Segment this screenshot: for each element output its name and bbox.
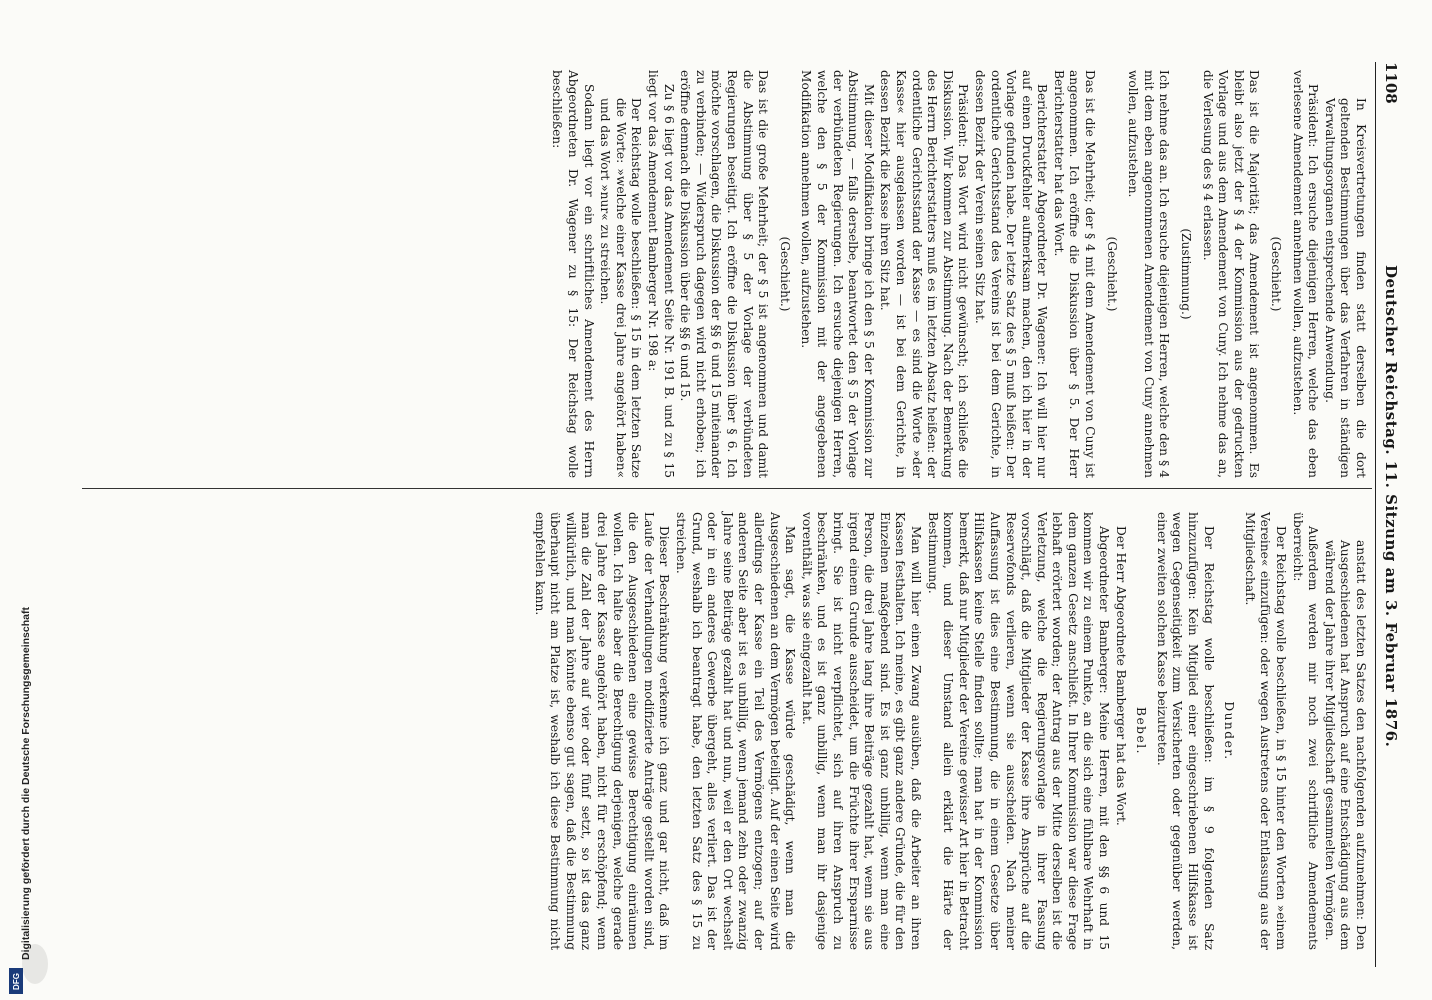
dfg-logo-label: DFG: [11, 972, 21, 990]
left-column-paragraph: (Geschieht.): [1269, 236, 1284, 312]
dfg-logo: [9, 968, 23, 994]
left-column-paragraph: Der Reichstag wolle beschließen: § 15 in dem letzten Satze die Worte: »welche einer Kasse drei Jahre angehört haben« und das Wort »nur« zu streichen.: [598, 98, 644, 478]
left-column-paragraph: Präsident: Das Wort wird nicht gewünscht; ich schließe die Diskussion. Wir kommen zur Abstimmung. Nach der Bemerkung des Herrn Berichterstatters muß es im letzten Absatz heißen: der ordentliche Gerichtsstand der Kasse — es sind die Worte »der Kasse« hier ausgelassen worden — ist bei dem Gerichte, in dessen Bezirk die Kasse ihren Sitz hat.: [878, 70, 971, 478]
right-column-paragraph: Dieser Beschränkung verkenne ich ganz und gar nicht, daß im Laufe der Verhandlungen modifizierte Anträge gestellt worden sind, die den Ausgeschiedenen eine gewisse Berechtigung einräumen wollen. Ich halte aber die Berechtigung derjenigen, welche gerade drei Jahre der Kasse angehört haben, nicht für erschöpfend; wenn man die Zahl der Jahre auf vier oder fünf setzt, so ist das ganz willkürlich, und man könnte ebenso gut sagen, daß die Bestimmung überhaupt nicht am Platze ist, weshalb ich diese Bestimmung nicht empfehlen kann.: [532, 512, 672, 950]
right-column-paragraph: Der Reichstag wolle beschließen, in § 15 hinter den Worten »einem Vereine« einzufügen: oder wegen Austretens oder Entlassung aus der Mitgliedschaft.: [1242, 512, 1289, 950]
left-column-paragraph: Sodann liegt vor ein schriftliches Amendement des Herrn Abgeordneten Dr. Wagener zu § 15: Der Reichstag wolle beschließen:: [550, 70, 596, 478]
header-rule: [1375, 62, 1376, 967]
left-column-paragraph: Ich nehme das an. Ich ersuche diejenigen Herren, welche den § 4 mit dem eben angenommenen Amendement von Cuny annehmen wollen, aufzustehen.: [1126, 70, 1172, 478]
page-number: 1108: [1382, 62, 1400, 104]
scan-smudge: [22, 944, 48, 984]
right-column-paragraph: Man will hier einen Zwang ausüben, daß die Arbeiter an ihren Kassen festhalten. Ich meine, es gibt ganz andere Gründe, die für den Einzelnen maßgebend sind. Es ist ganz unbillig, wenn man eine Person, die drei Jahre lang ihre Beiträge gezahlt hat, wenn sie aus irgend einem Grunde ausscheidet, um die Früchte ihrer Ersparnisse bringt. Sie ist nicht verpflichtet, sich auf ihren Anspruch zu beschränken, und es ist ganz unbillig, wenn man ihr dasjenige vorenthält, was sie eingezahlt hat.: [799, 512, 923, 950]
running-title: Deutscher Reichstag. 11. Sitzung am 3. Februar 1876.: [1382, 265, 1400, 748]
left-column-paragraph: (Geschieht.): [1104, 236, 1119, 312]
right-column-paragraph: Dunder.: [1222, 701, 1237, 761]
left-column-paragraph: In Kreisvertretungen finden statt derselben die dort geltenden Bestimmungen über das Verfahren in ständigen Verwaltungsorganen entsprechende Anwendung.: [1322, 98, 1368, 478]
left-column-paragraph: Zu § 6 liegt vor das Amendement Seite Nr. 191 B. und zu § 15 liegt vor das Amendement Bamberger Nr. 198 a:: [646, 70, 676, 478]
right-column-paragraph: Der Reichstag wolle beschließen: im § 9 folgenden Satz hinzuzufügen: Kein Mitglied einer eingeschriebenen Hilfskasse ist wegen Gegenseitigkeit zum Versicherten oder gegenüber werden, einer zweiten solchen Kasse beizutreten.: [1154, 512, 1216, 950]
right-column-paragraph: Der Herr Abgeordnete Bamberger hat das Wort.: [1113, 526, 1128, 826]
right-column-paragraph: anstatt des letzten Satzes den nachfolgenden aufzunehmen: Den Ausgeschiedenen hat Anspruch auf eine Entschädigung aus dem während der Jahre ihrer Mitgliedschaft gesammelten Vermögen.: [1322, 540, 1368, 950]
left-column-paragraph: Das ist die Mehrheit; der § 4 mit dem Amendement von Cuny ist angenommen. Ich eröffne die Diskussion über § 5. Der Herr Berichterstatter hat das Wort.: [1051, 70, 1098, 478]
left-column-paragraph: Präsident: Ich ersuche diejenigen Herren, welche das eben verlesene Amendement annehmen wollen, aufzustehen.: [1290, 70, 1321, 478]
left-column: [548, 70, 1368, 478]
left-column-paragraph: Das ist die Majorität; das Amendement ist angenommen. Es bleibt also jetzt der § 4 der Kommission aus der gedruckten Vorlage und aus dem Amendement von Cuny. Ich nehme das an, die Verlesung des § 4 erlassen.: [1200, 70, 1262, 478]
right-column-paragraph: Man sagt, die Kasse würde geschädigt, wenn man die Ausgeschiedenen an dem Vermögen beteiligt. Auf der einen Seite wird allerdings der Kasse ein Teil des Vermögens entzogen; auf der anderen Seite aber ist es unbillig, wenn jemand zehn oder zwanzig Jahre seine Beiträge gezahlt hat und nun, weil er den Ort wechselt oder in ein anderes Gewerbe übergeht, alles verliert. Das ist der Grund, weshalb ich beantragt habe, den letzten Satz des § 15 zu streichen.: [674, 512, 798, 950]
credit-text: Digitalisierung gefördert durch die Deutsche Forschungsgemeinschaft: [20, 607, 32, 960]
right-column-paragraph: Bebel.: [1134, 707, 1149, 755]
footer-credit-strip: [6, 0, 32, 1000]
right-column: [530, 512, 1368, 950]
left-column-paragraph: (Geschieht.): [777, 236, 792, 312]
left-column-paragraph: (Zustimmung.): [1179, 228, 1194, 320]
left-column-paragraph: Berichterstatter Abgeordneter Dr. Wagener: Ich will hier nur auf einen Druckfehler aufmerksam machen, den ich hier in der Vorlage gefunden habe. Der letzte Satz des § 5 muß heißen: Der ordentliche Gerichtsstand des Vereins ist bei dem Gerichte, in dessen Bezirk der Verein seinen Sitz hat.: [972, 70, 1050, 478]
page-header: [1374, 0, 1400, 1000]
right-column-paragraph: Außerdem werden mir noch zwei schriftliche Amendements überreicht:: [1290, 512, 1321, 950]
right-column-paragraph: Abgeordneter Bamberger: Meine Herren, mit den §§ 6 und 15 kommen wir zu einem Punkte, an die sich eine fühlbare Wehrhaft in dem ganzen Gesetz anschließt. In Ihrer Kommission war diese Frage lebhaft erörtert worden; der Antrag aus der Mitte derselben ist die Verletzung, welche die Regierungsvorlage in ihrer Fassung vorschlägt, daß die Mitglieder der Kasse ihre Ansprüche auf die Reservefonds verlieren, wenn sie ausscheiden. Nach meiner Auffassung ist dies eine Bestimmung, die in einem Gesetze über Hilfskassen keine Stelle finden sollte; man hat in der Kommission bemerkt, daß nur Mitglieder der Vereine gewisser Art hier in Betracht kommen, und dieser Umstand allein erklärt die Härte der Bestimmung.: [925, 512, 1112, 950]
left-column-paragraph: Das ist die große Mehrheit; der § 5 ist angenommen und damit die Abstimmung über § 5 der Vorlage der verbündeten Regierungen beseitigt. Ich eröffne die Diskussion über § 6. Ich möchte vorschlagen, die Diskussion der §§ 6 und 15 miteinander zu verbinden; — Widerspruch dagegen wird nicht erhoben; ich eröffne demnach die Diskussion über die §§ 6 und 15.: [678, 70, 771, 478]
document-page: [16, 0, 1416, 1000]
column-divider: [82, 488, 1372, 489]
left-column-paragraph: Mit dieser Modifikation bringe ich den § 5 der Kommission zur Abstimmung, — falls derselbe, beantwortet den § 5 der Vorlage der verbündeten Regierungen. Ich ersuche diejenigen Herren, welche den § 5 der Kommission mit der angegebenen Modifikation annehmen wollen, aufzustehen.: [799, 70, 876, 478]
